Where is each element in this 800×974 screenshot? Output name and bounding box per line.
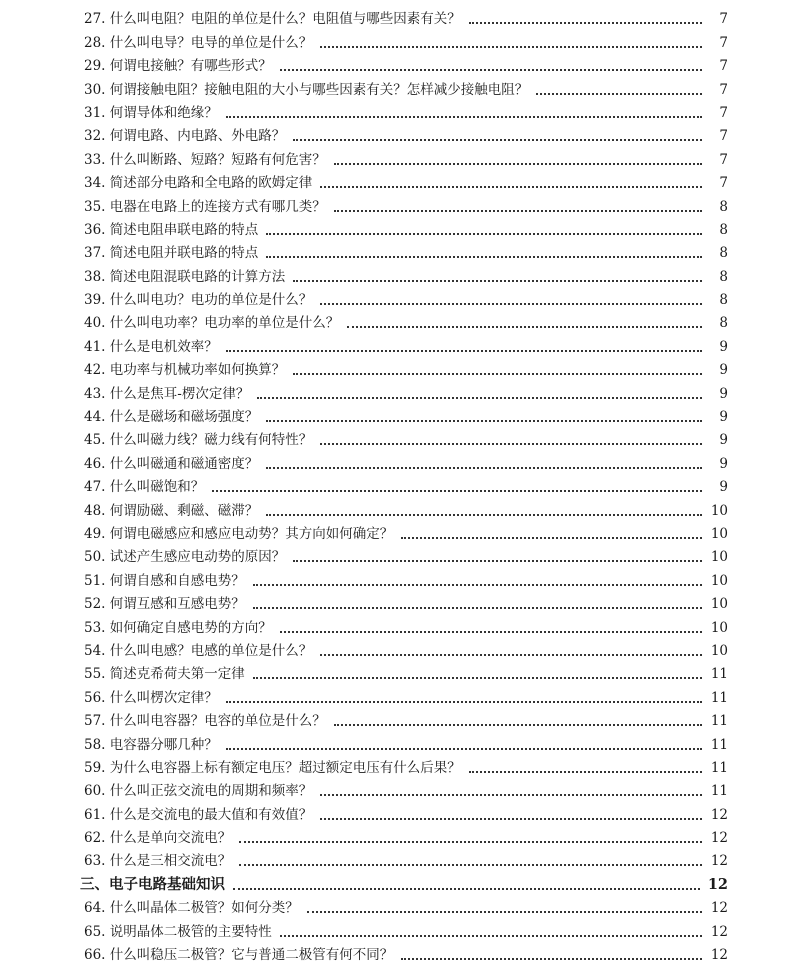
toc-page-number: 9 <box>719 409 728 426</box>
toc-page-number: 11 <box>710 713 728 730</box>
toc-page-number: 7 <box>719 81 728 98</box>
toc-entry-title: 49. 何谓电磁感应和感应电动势？其方向如何确定？ <box>84 525 394 542</box>
toc-page-number: 10 <box>710 549 728 566</box>
toc-entry-title: 45. 什么叫磁力线？磁力线有何特性？ <box>84 432 313 449</box>
toc-entry <box>84 52 728 75</box>
toc-entry <box>84 566 728 589</box>
toc-page-number: 10 <box>710 619 728 636</box>
toc-entry-title: 28. 什么叫电导？电导的单位是什么？ <box>84 34 313 51</box>
toc-page-number: 8 <box>719 198 728 215</box>
toc-entry <box>84 543 728 566</box>
toc-page-number: 12 <box>707 875 728 893</box>
toc-entry <box>84 145 728 168</box>
toc-entry-title: 41. 什么是电机效率？ <box>84 338 218 355</box>
toc-page-number: 8 <box>719 245 728 262</box>
toc-page-number: 10 <box>710 525 728 542</box>
toc-page-number: 12 <box>710 947 728 964</box>
dot-leader <box>307 911 702 913</box>
dot-leader <box>239 841 702 843</box>
toc-entry <box>84 730 728 753</box>
toc-page-number: 9 <box>719 385 728 402</box>
toc-page-number: 7 <box>719 11 728 28</box>
toc-entry <box>84 496 728 519</box>
toc-page-number: 7 <box>719 128 728 145</box>
toc-entry-title: 58. 电容器分哪几种？ <box>84 736 218 753</box>
toc-entry-title: 36. 简述电阻串联电路的特点 <box>84 221 259 238</box>
toc-page-number: 12 <box>710 830 728 847</box>
toc-entry <box>84 590 728 613</box>
dot-leader <box>293 373 702 375</box>
toc-entry <box>84 5 728 28</box>
toc-entry <box>84 403 728 426</box>
toc-entry-title: 38. 简述电阻混联电路的计算方法 <box>84 268 286 285</box>
toc-entry <box>84 332 728 355</box>
toc-entry-title: 66. 什么叫稳压二极管？它与普通二极管有何不同？ <box>84 947 394 964</box>
toc-entry <box>84 894 728 917</box>
toc-page-number: 7 <box>719 175 728 192</box>
toc-entry-title: 50. 试述产生感应电动势的原因？ <box>84 549 286 566</box>
toc-page-number: 10 <box>710 502 728 519</box>
dot-leader <box>469 22 702 24</box>
toc-entry <box>84 286 728 309</box>
toc-entry <box>84 637 728 660</box>
dot-leader <box>320 303 702 305</box>
dot-leader <box>320 654 702 656</box>
toc-page-number: 7 <box>719 58 728 75</box>
dot-leader <box>253 607 702 609</box>
dot-leader <box>320 818 702 820</box>
dot-leader <box>253 584 702 586</box>
toc-entry-title: 55. 简述克希荷夫第一定律 <box>84 666 245 683</box>
toc-entry-title: 33. 什么叫断路、短路？短路有何危害？ <box>84 151 326 168</box>
toc-page-number: 11 <box>710 759 728 776</box>
toc-entry <box>84 99 728 122</box>
toc-entry-title: 29. 何谓电接触？有哪些形式？ <box>84 58 272 75</box>
toc-entry-title: 47. 什么叫磁饱和？ <box>84 479 205 496</box>
toc-entry <box>84 613 728 636</box>
toc-page-number: 11 <box>710 783 728 800</box>
toc-page-number: 8 <box>719 292 728 309</box>
toc-page-number: 8 <box>719 221 728 238</box>
toc-page-number: 9 <box>719 479 728 496</box>
dot-leader <box>266 467 702 469</box>
toc-page-number: 9 <box>719 455 728 472</box>
toc-entry <box>84 707 728 730</box>
toc-page-number: 9 <box>719 362 728 379</box>
dot-leader <box>320 46 702 48</box>
dot-leader <box>334 724 702 726</box>
toc-entry <box>84 941 728 964</box>
toc-entry-title: 63. 什么是三相交流电？ <box>84 853 232 870</box>
toc-page-number: 8 <box>719 315 728 332</box>
toc-entry <box>84 777 728 800</box>
toc-entry <box>84 169 728 192</box>
dot-leader <box>334 210 702 212</box>
toc-page-number: 12 <box>710 900 728 917</box>
toc-entry <box>84 800 728 823</box>
toc-page-number: 10 <box>710 596 728 613</box>
toc-page-number: 7 <box>719 104 728 121</box>
toc-entry-title: 57. 什么叫电容器？电容的单位是什么？ <box>84 713 326 730</box>
toc-entry <box>84 309 728 332</box>
toc-entry-title: 46. 什么叫磁通和磁通密度？ <box>84 455 259 472</box>
toc-entry-title: 27. 什么叫电阻？电阻的单位是什么？电阻值与哪些因素有关？ <box>84 11 461 28</box>
toc-entry <box>84 262 728 285</box>
toc-entry <box>84 122 728 145</box>
dot-leader <box>320 794 702 796</box>
toc-entry <box>84 449 728 472</box>
toc-entry-title: 64. 什么叫晶体二极管？如何分类？ <box>84 900 299 917</box>
toc-entry-title: 39. 什么叫电功？电功的单位是什么？ <box>84 292 313 309</box>
dot-leader <box>347 326 702 328</box>
toc-entry <box>84 917 728 940</box>
toc-entry-title: 42. 电功率与机械功率如何换算？ <box>84 362 286 379</box>
toc-entry-title: 59. 为什么电容器上标有额定电压？超过额定电压有什么后果？ <box>84 759 461 776</box>
toc-entry-title: 三、电子电路基础知识 <box>80 875 225 893</box>
toc-page-number: 9 <box>719 338 728 355</box>
toc-entry-title: 43. 什么是焦耳-楞次定律？ <box>84 385 250 402</box>
dot-leader <box>266 420 702 422</box>
dot-leader <box>266 233 702 235</box>
toc-section-heading <box>80 870 728 893</box>
dot-leader <box>226 116 702 118</box>
toc-entry <box>84 28 728 51</box>
toc-entry <box>84 239 728 262</box>
toc-entry-title: 40. 什么叫电功率？电功率的单位是什么？ <box>84 315 340 332</box>
dot-leader <box>401 958 702 960</box>
toc-page-number: 10 <box>710 572 728 589</box>
toc-entry <box>84 192 728 215</box>
toc-page-number: 12 <box>710 923 728 940</box>
toc-page-number: 7 <box>719 151 728 168</box>
dot-leader <box>280 935 702 937</box>
dot-leader <box>293 560 702 562</box>
dot-leader <box>293 280 702 282</box>
toc-entry-title: 30. 何谓接触电阻？接触电阻的大小与哪些因素有关？怎样减少接触电阻？ <box>84 81 529 98</box>
toc-entry-title: 34. 简述部分电路和全电路的欧姆定律 <box>84 175 313 192</box>
toc-entry-title: 51. 何谓自感和自感电势？ <box>84 572 245 589</box>
toc-entry-title: 32. 何谓电路、内电路、外电路？ <box>84 128 286 145</box>
dot-leader <box>226 701 702 703</box>
dot-leader <box>320 443 702 445</box>
dot-leader <box>226 748 702 750</box>
toc-entry-title: 48. 何谓励磁、剩磁、磁滞？ <box>84 502 259 519</box>
toc-page-number: 12 <box>710 853 728 870</box>
toc-entry <box>84 75 728 98</box>
table-of-contents <box>80 5 728 964</box>
toc-entry <box>84 824 728 847</box>
toc-entry <box>84 473 728 496</box>
dot-leader <box>257 397 702 399</box>
toc-entry <box>84 426 728 449</box>
toc-page-number: 8 <box>719 268 728 285</box>
dot-leader <box>253 677 702 679</box>
dot-leader <box>280 69 702 71</box>
dot-leader <box>212 490 702 492</box>
dot-leader <box>293 139 702 141</box>
toc-entry-title: 62. 什么是单向交流电？ <box>84 830 232 847</box>
dot-leader <box>469 771 702 773</box>
toc-page-number: 10 <box>710 642 728 659</box>
dot-leader <box>266 256 702 258</box>
toc-entry <box>84 216 728 239</box>
toc-entry-title: 35. 电器在电路上的连接方式有哪几类？ <box>84 198 326 215</box>
toc-entry-title: 60. 什么叫正弦交流电的周期和频率？ <box>84 783 313 800</box>
dot-leader <box>536 93 702 95</box>
dot-leader <box>239 864 702 866</box>
toc-entry-title: 31. 何谓导体和绝缘？ <box>84 104 218 121</box>
toc-entry-title: 52. 何谓互感和互感电势？ <box>84 596 245 613</box>
toc-page-number: 11 <box>710 736 728 753</box>
dot-leader <box>226 350 702 352</box>
toc-entry <box>84 683 728 706</box>
dot-leader <box>320 186 702 188</box>
dot-leader <box>401 537 702 539</box>
toc-entry-title: 61. 什么是交流电的最大值和有效值？ <box>84 806 313 823</box>
toc-entry-title: 65. 说明晶体二极管的主要特性 <box>84 923 272 940</box>
toc-entry-title: 56. 什么叫楞次定律？ <box>84 689 218 706</box>
toc-entry <box>84 847 728 870</box>
toc-entry <box>84 754 728 777</box>
toc-page-number: 11 <box>710 666 728 683</box>
toc-page-number: 9 <box>719 432 728 449</box>
toc-page-number: 11 <box>710 689 728 706</box>
toc-entry <box>84 356 728 379</box>
dot-leader <box>266 514 702 516</box>
toc-entry <box>84 660 728 683</box>
dot-leader <box>280 631 702 633</box>
toc-entry <box>84 379 728 402</box>
dot-leader <box>334 163 702 165</box>
toc-entry-title: 54. 什么叫电感？电感的单位是什么？ <box>84 642 313 659</box>
toc-entry <box>84 520 728 543</box>
dot-leader <box>233 888 700 890</box>
toc-page-number: 7 <box>719 34 728 51</box>
toc-entry-title: 44. 什么是磁场和磁场强度？ <box>84 409 259 426</box>
toc-entry-title: 53. 如何确定自感电势的方向？ <box>84 619 272 636</box>
toc-page-number: 12 <box>710 806 728 823</box>
toc-entry-title: 37. 简述电阻并联电路的特点 <box>84 245 259 262</box>
